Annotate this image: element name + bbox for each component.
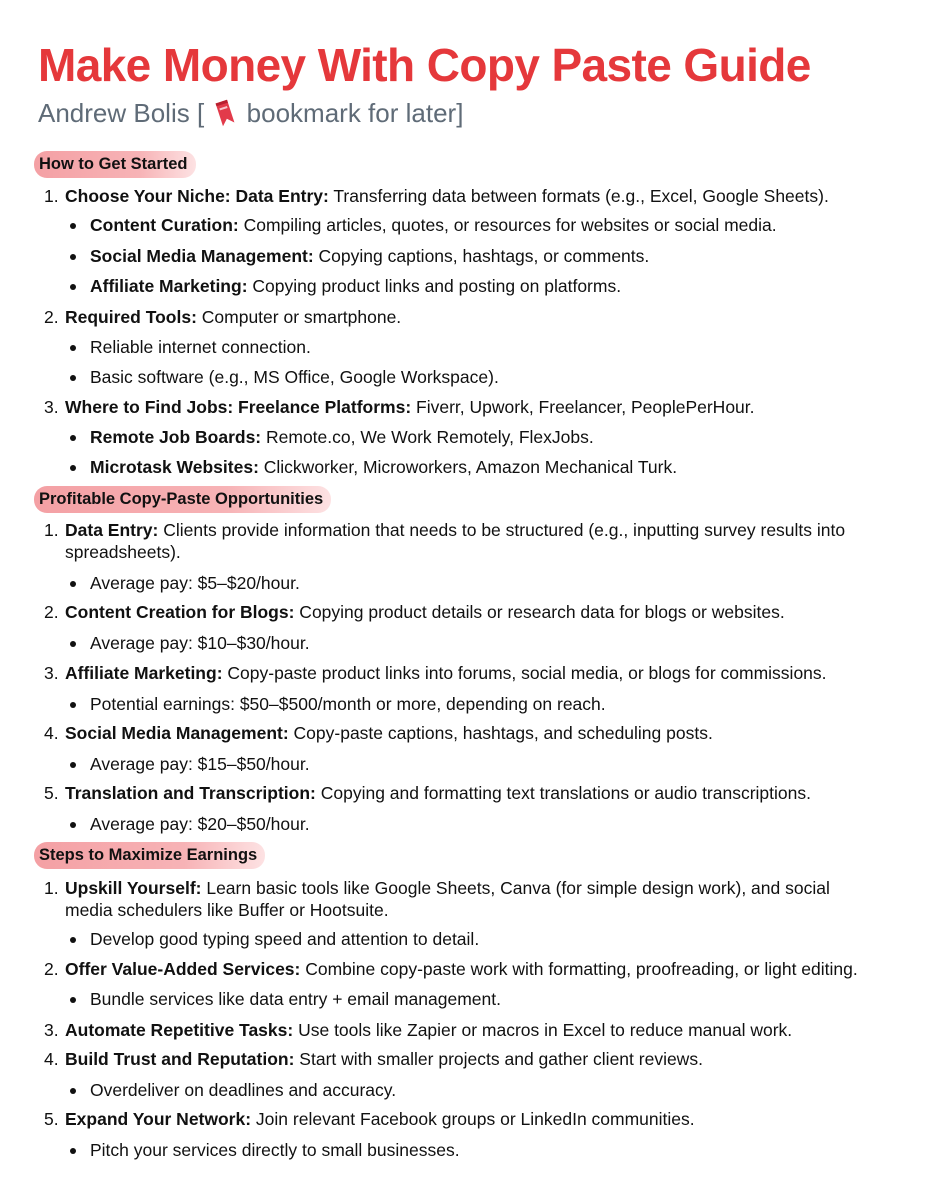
bold-label: Build Trust and Reputation: — [65, 1049, 295, 1069]
bold-label: Expand Your Network: — [65, 1109, 252, 1129]
bullet-item — [90, 214, 777, 236]
body-text: Copy-paste captions, hashtags, and scheduling posts. — [288, 723, 713, 743]
bold-label: Offer Value-Added Services: — [65, 959, 301, 979]
bullet-item — [90, 1139, 460, 1161]
bold-label: Content Curation: — [90, 215, 239, 235]
body-text: Basic software (e.g., MS Office, Google Workspace). — [90, 367, 499, 387]
body-text: Join relevant Facebook groups or LinkedIn communities. — [251, 1109, 695, 1129]
bullet-item — [90, 988, 501, 1010]
list-item-continuation: spreadsheets). — [65, 542, 181, 562]
bold-label: Choose Your Niche: Data Entry: — [65, 186, 329, 206]
list-number: 2. — [44, 602, 59, 622]
body-text: Copying product details or research data for blogs or websites. — [294, 602, 785, 622]
author-name: Andrew Bolis — [38, 98, 190, 128]
section-heading: How to Get Started — [34, 151, 196, 178]
bullet-icon — [70, 1088, 76, 1094]
body-text: Overdeliver on deadlines and accuracy. — [90, 1080, 397, 1100]
body-text: Compiling articles, quotes, or resources for websites or social media. — [238, 215, 777, 235]
body-text: Start with smaller projects and gather client reviews. — [294, 1049, 703, 1069]
bullet-item — [90, 426, 594, 448]
page-title: Make Money With Copy Paste Guide — [38, 39, 811, 91]
list-item — [65, 601, 785, 623]
subtitle: Andrew Bolis [ bookmark for later] — [38, 98, 464, 128]
list-number: 3. — [44, 397, 59, 417]
bullet-icon — [70, 702, 76, 708]
bullet-item — [90, 275, 621, 297]
bullet-icon — [70, 375, 76, 381]
bullet-item — [90, 632, 310, 654]
bold-label: Affiliate Marketing: — [90, 276, 248, 296]
bullet-item — [90, 1079, 396, 1101]
list-item — [65, 662, 827, 684]
bullet-item — [90, 693, 606, 715]
bold-label: Social Media Management: — [90, 246, 314, 266]
bold-label: Translation and Transcription: — [65, 783, 316, 803]
body-text: Clients provide information that needs to be structured (e.g., inputting survey results into — [158, 520, 846, 540]
bullet-icon — [70, 435, 76, 441]
body-text: Copying and formatting text translations or audio transcriptions. — [315, 783, 811, 803]
bullet-icon — [70, 937, 76, 943]
bullet-item — [90, 928, 479, 950]
list-item — [65, 1019, 792, 1041]
body-text: Copy-paste product links into forums, social media, or blogs for commissions. — [222, 663, 827, 683]
bold-label: Required Tools: — [65, 307, 197, 327]
list-item — [65, 519, 845, 541]
bold-label: Automate Repetitive Tasks: — [65, 1020, 294, 1040]
body-text: Remote.co, We Work Remotely, FlexJobs. — [261, 427, 594, 447]
body-text: Transferring data between formats (e.g., Excel, Google Sheets). — [328, 186, 829, 206]
bullet-item — [90, 753, 310, 775]
list-number: 4. — [44, 723, 59, 743]
list-item — [65, 1108, 695, 1130]
list-number: 5. — [44, 783, 59, 803]
body-text: Average pay: $5–$20/hour. — [90, 573, 300, 593]
list-item — [65, 782, 811, 804]
bullet-item — [90, 813, 310, 835]
list-item — [65, 1048, 703, 1070]
list-item — [65, 306, 401, 328]
bullet-icon — [70, 254, 76, 260]
list-number: 1. — [44, 186, 59, 206]
bold-label: Content Creation for Blogs: — [65, 602, 295, 622]
list-number: 5. — [44, 1109, 59, 1129]
body-text: Average pay: $15–$50/hour. — [90, 754, 310, 774]
body-text: Average pay: $20–$50/hour. — [90, 814, 310, 834]
bullet-icon — [70, 465, 76, 471]
list-number: 3. — [44, 663, 59, 683]
bullet-icon — [70, 1148, 76, 1154]
bullet-item — [90, 336, 311, 358]
body-text: Potential earnings: $50–$500/month or more, depending on reach. — [90, 694, 606, 714]
bullet-icon — [70, 641, 76, 647]
list-number: 4. — [44, 1049, 59, 1069]
body-text: Fiverr, Upwork, Freelancer, PeoplePerHour. — [411, 397, 755, 417]
body-text: Average pay: $10–$30/hour. — [90, 633, 310, 653]
list-number: 1. — [44, 520, 59, 540]
body-text: Learn basic tools like Google Sheets, Canva (for simple design work), and social — [201, 878, 830, 898]
bold-label: Remote Job Boards: — [90, 427, 262, 447]
bold-label: Microtask Websites: — [90, 457, 259, 477]
body-text: Combine copy-paste work with formatting, proofreading, or light editing. — [300, 959, 858, 979]
body-text: Pitch your services directly to small businesses. — [90, 1140, 460, 1160]
list-item — [65, 877, 830, 899]
body-text: Reliable internet connection. — [90, 337, 311, 357]
bullet-icon — [70, 762, 76, 768]
bullet-icon — [70, 997, 76, 1003]
bullet-item — [90, 572, 300, 594]
bold-label: Affiliate Marketing: — [65, 663, 223, 683]
body-text: Clickworker, Microworkers, Amazon Mechanical Turk. — [258, 457, 678, 477]
bullet-item — [90, 245, 649, 267]
bullet-item — [90, 366, 499, 388]
bookmark-note: bookmark for later — [246, 98, 457, 128]
bold-label: Data Entry: — [65, 520, 159, 540]
list-number: 3. — [44, 1020, 59, 1040]
list-item — [65, 722, 713, 744]
bullet-icon — [70, 822, 76, 828]
list-number: 1. — [44, 878, 59, 898]
list-item-continuation: media schedulers like Buffer or Hootsuite. — [65, 900, 389, 920]
body-text: Copying product links and posting on platforms. — [247, 276, 622, 296]
bullet-icon — [70, 345, 76, 351]
bullet-icon — [70, 223, 76, 229]
bold-label: Where to Find Jobs: Freelance Platforms: — [65, 397, 412, 417]
bullet-icon — [70, 284, 76, 290]
body-text: Copying captions, hashtags, or comments. — [313, 246, 650, 266]
bullet-icon — [70, 581, 76, 587]
list-item — [65, 396, 755, 418]
body-text: Develop good typing speed and attention to detail. — [90, 929, 480, 949]
body-text: Use tools like Zapier or macros in Excel to reduce manual work. — [293, 1020, 793, 1040]
list-number: 2. — [44, 307, 59, 327]
list-item — [65, 185, 829, 207]
list-number: 2. — [44, 959, 59, 979]
section-heading: Steps to Maximize Earnings — [34, 842, 265, 869]
bullet-item — [90, 456, 677, 478]
body-text: Computer or smartphone. — [196, 307, 402, 327]
bold-label: Upskill Yourself: — [65, 878, 202, 898]
bookmark-icon — [212, 99, 238, 127]
section-heading: Profitable Copy-Paste Opportunities — [34, 486, 331, 513]
bold-label: Social Media Management: — [65, 723, 289, 743]
body-text: Bundle services like data entry + email management. — [90, 989, 501, 1009]
list-item — [65, 958, 858, 980]
